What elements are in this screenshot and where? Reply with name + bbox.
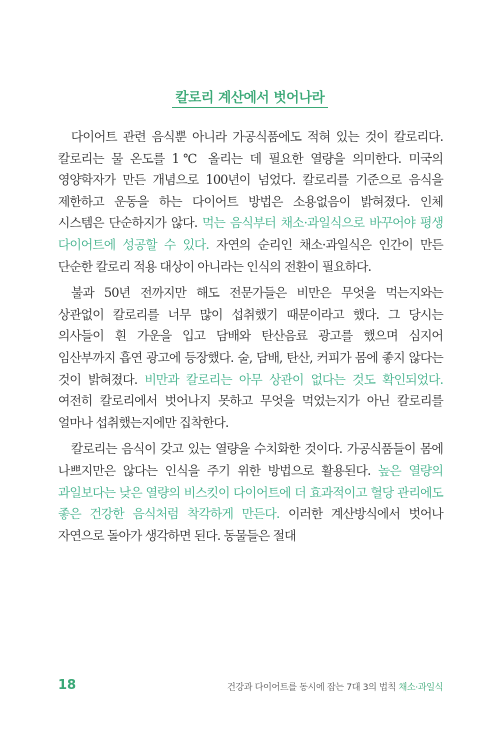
- text-segment: 불과 50년 전까지만 해도 전문가들은 비만은 무엇을 먹는지와는 상관없이 칼로리를 너무 많이 섭취했기 때문이라고 했다. 그 당시는 의사들이 흰 가운을 입고 담배와 탄산음료 광고를 했으며 심지어 임산부까지 흡연 광고에 등장했다. 술, 담배, 탄산, 커피가 몸에 좋지 않다는 것이 밝혀졌다.: [58, 285, 443, 387]
- highlighted-text: 높은 열량의 과일보다는 낮은 열량의 비스킷이 다이어트에 더 효과적이고 혈당 관리에도 좋은 건강한 음식처럼 착각하게 만든다.: [58, 462, 443, 522]
- text-segment: 여전히 칼로리에서 벗어나지 못하고 무엇을 먹었는지가 아닌 칼로리를 얼마나 섭취했는지에만 집착한다.: [58, 393, 443, 430]
- paragraph: [58, 438, 443, 546]
- running-accent: 채소·과일식: [398, 683, 443, 693]
- text-segment: 이러한 계산방식에서 벗어나 자연으로 돌아가 생각하면 된다. 동물들은 절대: [58, 506, 444, 543]
- paragraph: [58, 126, 443, 277]
- highlighted-text: 비만과 칼로리는 아무 상관이 없다는 것도 확인되었다.: [144, 371, 443, 387]
- running-title: 건강과 다이어트를 동시에 잡는 7대 3의 법칙: [226, 683, 396, 693]
- text-segment: 다이어트 관련 음식뿐 아니라 가공식품에도 적혀 있는 것이 칼로리다. 칼로리는 물 온도를 1℃ 올리는 데 필요한 열량을 의미한다. 미국의 영양학자가 만든 개념으로 100년이 넘었다. 칼로리를 기준으로 음식을 제한하고 운동을 하는 다이어트 방법은 소용없음이 밝혀졌다. 인체 시스템은 단순하지가 않다.: [58, 129, 443, 231]
- page-number: 18: [58, 678, 77, 693]
- text-segment: 칼로리는 음식이 갖고 있는 열량을 수치화한 것이다. 가공식품들이 몸에 나쁘지만은 않다는 인식을 주기 위한 방법으로 활용된다.: [58, 441, 443, 478]
- running-header: [227, 680, 443, 693]
- highlighted-text: 먹는 음식부터 채소·과일식으로 바꾸어야 평생 다이어트에 성공할 수 있다.: [58, 215, 443, 252]
- body-text: [58, 126, 443, 551]
- heading-container: [0, 86, 500, 108]
- section-heading: 칼로리 계산에서 벗어나라: [172, 86, 329, 108]
- text-segment: 자연의 순리인 채소·과일식은 인간이 만든 단순한 칼로리 적용 대상이 아니라는 인식의 전환이 필요하다.: [58, 236, 443, 274]
- paragraph: [58, 282, 443, 433]
